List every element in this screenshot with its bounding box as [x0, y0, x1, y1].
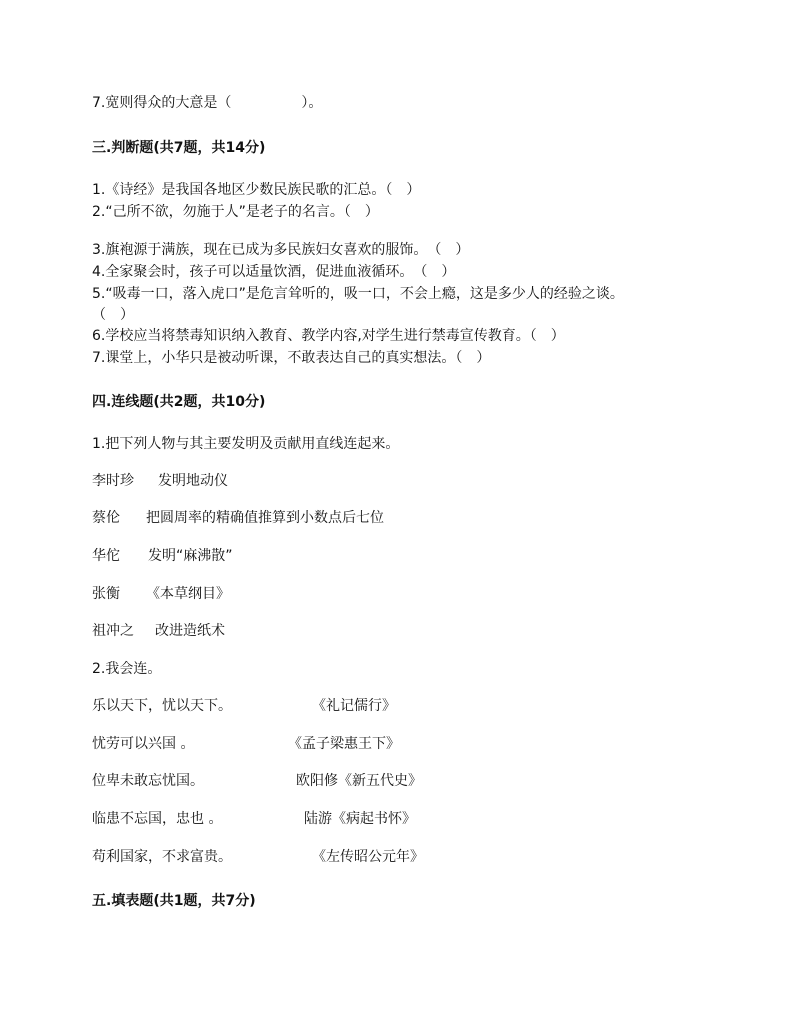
match-q1-person: 李时珍	[92, 473, 134, 489]
match-q2-quote: 苟利国家，不求富贵。	[92, 849, 232, 865]
match-q1-contribution: 《本草纲目》	[146, 586, 230, 602]
judge-item-3: 3.旗袍源于满族，现在已成为多民族妇女喜欢的服饰。 （ ）	[92, 242, 470, 258]
judge-item-1: 1.《诗经》是我国各地区少数民族民歌的汇总。（ ）	[92, 182, 421, 198]
match-q2-quote: 临患不忘国，忠也 。	[92, 811, 223, 827]
match-q2-prompt: 2.我会连。	[92, 661, 162, 677]
judge-item-2: 2.“己所不欲，勿施于人”是老子的名言。（ ）	[92, 204, 379, 220]
match-q1-contribution: 发明地动仪	[158, 473, 228, 489]
judge-item-5: 5.“吸毒一口，落入虎口”是危言耸听的，吸一口，不会上瘾，这是多少人的经验之谈。	[92, 286, 624, 302]
section-3-title: 三.判断题(共7题，共14分)	[92, 140, 266, 156]
judge-item-6: 6.学校应当将禁毒知识纳入教育、教学内容,对学生进行禁毒宣传教育。（ ）	[92, 328, 565, 344]
match-q2-source: 《礼记儒行》	[312, 698, 396, 714]
match-q1-person: 华佗	[92, 548, 120, 564]
section-4-title: 四.连线题(共2题，共10分)	[92, 394, 266, 410]
match-q1-person: 张衡	[92, 586, 120, 602]
match-q1-person: 蔡伦	[92, 510, 120, 526]
match-q2-source: 欧阳修《新五代史》	[296, 773, 422, 789]
match-q1-contribution: 改进造纸术	[155, 623, 225, 639]
match-q2-source: 《孟子梁惠王下》	[288, 736, 400, 752]
match-q1-prompt: 1.把下列人物与其主要发明及贡献用直线连起来。	[92, 436, 400, 452]
match-q1-contribution: 发明“麻沸散”	[148, 548, 233, 564]
match-q2-quote: 忧劳可以兴国 。	[92, 736, 195, 752]
match-q2-quote: 位卑未敢忘忧国。	[92, 773, 204, 789]
match-q1-person: 祖冲之	[92, 623, 134, 639]
match-q2-source: 《左传昭公元年》	[312, 849, 424, 865]
judge-item-4: 4.全家聚会时，孩子可以适量饮酒，促进血液循环。 （ ）	[92, 264, 456, 280]
match-q2-quote: 乐以天下，忧以天下。	[92, 698, 232, 714]
section-5-title: 五.填表题(共1题，共7分)	[92, 893, 256, 909]
match-q1-contribution: 把圆周率的精确值推算到小数点后七位	[146, 510, 384, 526]
judge-item-7: 7.课堂上，小华只是被动听课，不敢表达自己的真实想法。（ ）	[92, 350, 491, 366]
match-q2-source: 陆游《病起书怀》	[304, 811, 416, 827]
judge-item-5-blank: （ ）	[92, 307, 134, 323]
question-7-fill: 7.宽则得众的大意是（ ）。	[92, 95, 323, 111]
